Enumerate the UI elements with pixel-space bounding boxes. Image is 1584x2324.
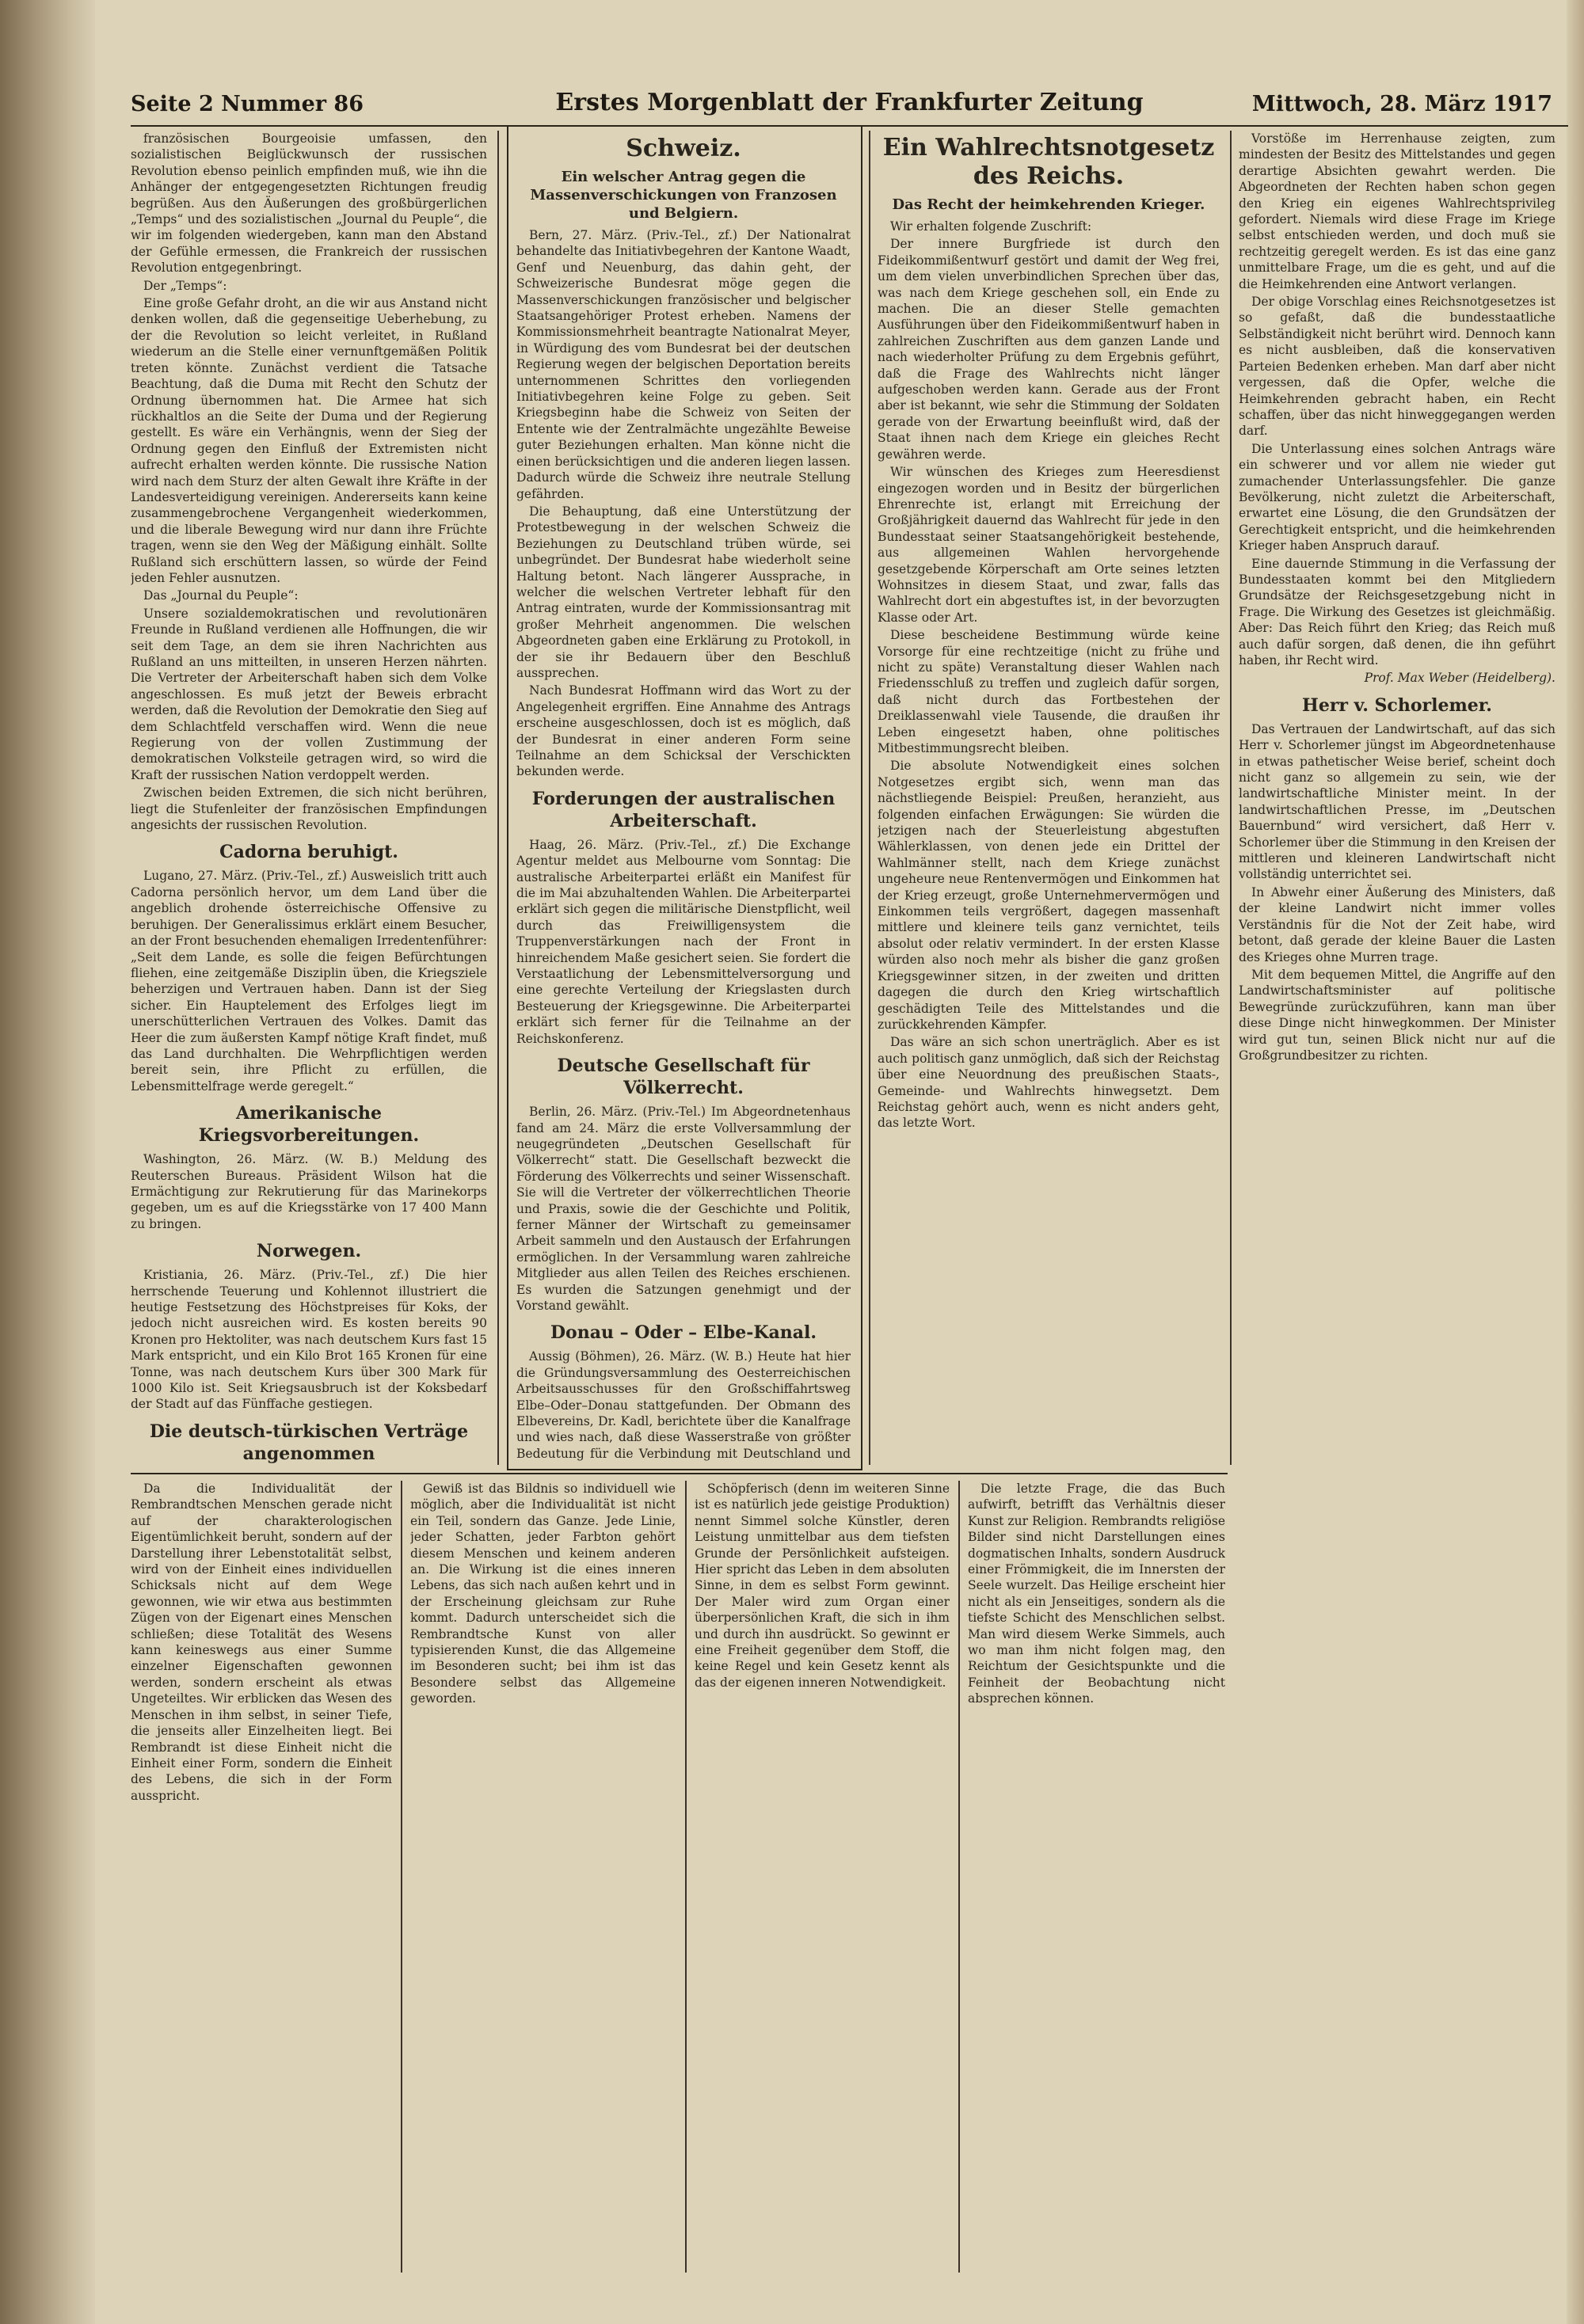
headline-wahlrecht: Ein Wahlrechtsnotgesetz des Reichs. — [882, 134, 1215, 190]
page-number: Seite 2 Nummer 86 — [131, 92, 364, 116]
article-text: Der „Temps“: — [143, 278, 227, 293]
column-rule — [869, 131, 870, 1465]
headline-arbeiterschaft: Forderungen der australischen Arbeiterschaft. — [531, 788, 836, 831]
article-text: Der innere Burgfriede ist durch den Fideikommißentwurf gestört und damit der Weg frei, um dem vielen unverbindlichen Sprechen über das, was nach dem Kriege geschehen soll, ein Ende zu machen. Die an dieser Stelle gemachten Ausführungen über den Fideikommißentwurf haben in zahlreichen Zuschriften aus dem ganzen Lande und nach wiederholter Prüfung zu dem Ergebnis geführt, daß die Frage des Wahlrechts nicht länger aufgeschoben werden kann. Gerade aus der Front aber ist bekannt, wie sehr die Stimmung der Soldaten gerade von der Erwartung beeinflußt wird, daß der Staat ihnen nach dem Kriege ein gleiches Recht gewähren werde. — [878, 237, 1220, 462]
feuilleton-text: Gewiß ist das Bildnis so individuell wie möglich, aber die Individualität ist nicht ein Teil, sondern das Ganze. Jede Linie, jeder Schatten, jeder Farbton gehört diesem Menschen und keinem anderen an. Die Wirkung ist die eines inneren Lebens, das sich nach außen kehrt und in der Erscheinung gleichsam zur Ruhe kommt. Dadurch unterscheidet sich die Rembrandtsche Kunst von aller typisierenden Kunst, die das Allgemeine im Besonderen sucht; bei ihm ist das Besondere selbst das Allgemeine geworden. — [410, 1482, 676, 1706]
article-text: Nach Bundesrat Hoffmann wird das Wort zu der Angelegenheit ergriffen. Eine Annahme des Antrags erscheine ausgeschlossen, doch ist es möglich, daß der Bundesrat in einer anderen Form seine Teilnahme an dem Schicksal der Verschickten bekunden werde. — [516, 683, 851, 779]
article-text: Das wäre an sich schon unerträglich. Aber es ist auch politisch ganz unmöglich, daß sich der Reichstag über eine Neuordnung des preußischen Staats-, Gemeinde- und Wahlrechts hinwegsetzt. Dem Reichstag gehört auch, wenn es nicht anders geht, das letzte Wort. — [878, 1035, 1220, 1131]
column-rule — [497, 131, 499, 1465]
article-text: Eine dauernde Stimmung in die Verfassung der Bundesstaaten kommt bei den Mitgliedern Grundsätze der Reichsgesetzgebung nicht in Frage. Die Wirkung des Gesetzes ist gleichmäßig. Aber: Das Reich führt den Krieg; das Reich muß auch dafür sorgen, daß denen, die ihn geführt haben, ihr Recht wird. — [1239, 556, 1555, 668]
headline-voelkerrecht: Deutsche Gesellschaft für Völkerrecht. — [557, 1055, 810, 1099]
feuilleton-column-2 — [410, 1481, 676, 2273]
book-spine — [0, 0, 95, 2324]
article-text: Vorstöße im Herrenhause zeigten, zum mindesten der Besitz des Mittelstandes und gegen derartige Absichten gewahrt werden. Die Abgeordneten der Rechten haben schon gegen den Krieg ein eigenes Wahlrechtsprivileg gefordert. Niemals wird diese Frage im Kriege selbst entschieden werden, und doch muß sie rechtzeitig geregelt werden. Es ist das eine ganz unmittelbare Frage, um die es geht, und auf die die Heimkehrenden eine Antwort verlangen. — [1239, 131, 1555, 291]
article-text: Eine große Gefahr droht, an die wir aus Anstand nicht denken wollen, daß die gegenseitige Ueberhebung, zu der die Revolution so leicht verleitet, in Rußland wiederum an die Stelle einer vernunftgemäßen Politik treten könnte. Zunächst verdient die Tatsache Beachtung, daß die Duma mit Recht den Schutz der Ordnung übernommen hat. Die Armee hat sich rückhaltlos an die Seite der Duma und der Regierung gestellt. Es wäre ein Verhängnis, wenn der Sieg der Ordnung gegen den Einfluß der Extremisten nicht aufrecht erhalten werden könnte. Die russische Nation wird nach dem Sturz der alten Gewalt ihre Kräfte in der Landesverteidigung vereinigen. Andererseits kann keine zusammengebrochene Vergangenheit wiederkommen, und die liberale Bewegung wird nur dann ihre Früchte tragen, wenn sie den Weg der Mäßigung einhält. Sollte Rußland sich erschüttern lassen, so würde der Feind jeden Fehler ausnutzen. — [131, 296, 487, 585]
article-text: In Abwehr einer Äußerung des Ministers, daß der kleine Landwirt nicht immer volles Verständnis für die Not der Zeit habe, wird betont, daß gerade der kleine Bauer die Lasten des Krieges ohne Murren trage. — [1239, 884, 1555, 964]
author-signature: Prof. Max Weber (Heidelberg). — [1364, 671, 1555, 686]
feuilleton-text: Die letzte Frage, die das Buch aufwirft, betrifft das Verhältnis dieser Kunst zur Religion. Rembrandts religiöse Bilder sind nicht Darstellungen eines dogmatischen Inhalts, sondern Ausdruck einer Frömmigkeit, die im Innersten der Seele wurzelt. Das Heilige erscheint hier nicht als ein Jenseitiges, sondern als die tiefste Schicht des Menschlichen selbst. Man wird diesem Werke Simmels, auch wo man ihm nicht folgen mag, den Reichtum der Gesichtspunkte und die Feinheit der Beobachtung nicht absprechen können. — [968, 1482, 1225, 1706]
column-1 — [131, 131, 487, 1469]
feuilleton-rule — [131, 1473, 1228, 1474]
article-text: Das „Journal du Peuple“: — [143, 588, 299, 603]
article-text: Zwischen beiden Extremen, die sich nicht berühren, liegt die Stufenleiter der französischen Empfindungen angesichts der russischen Revolution. — [131, 785, 487, 833]
article-text: Mit dem bequemen Mittel, die Angriffe auf den Landwirtschaftsminister auf politische Bewegründe zurückzuführen, kann man über diese Dinge nicht hinwegkommen. Der Minister wird gut tun, seinen Blick nicht nur auf die Großgrundbesitzer zu richten. — [1239, 967, 1555, 1063]
article-text: Kristiania, 26. März. (Priv.-Tel., zf.) Die hier herrschende Teuerung und Kohlennot illustriert die heutige Festsetzung des Höchstpreises für Koks, der jedoch nicht ausreichen wird. Es kosten bereits 90 Kronen pro Hektoliter, was nach deutschem Kurs fast 15 Mark entspricht, und ein Kilo Brot 165 Kronen für eine Tonne, was nach deutschem Kurs über 300 Mark für 1000 Kilo ist. Seit Kriegsausbruch ist der Koksbedarf der Stadt auf das Fünffache gestiegen. — [131, 1268, 487, 1412]
headline-cadorna: Cadorna beruhigt. — [219, 842, 398, 863]
article-text: Lugano, 27. März. (Priv.-Tel., zf.) Ausweislich tritt auch Cadorna persönlich hervor, um dem Land über die angeblich drohende österreichische Offensive zu beruhigen. Der Generalissimus erklärt einem Besucher, an der Front besuchenden ehemaligen Irredentenführer: „Seit dem Lande, es solle die feigen Befürchtungen fliehen, eine zeitgemäße Disziplin üben, die Kriegsziele beherzigen und Vertrauen haben. Dann ist der Sieg sicher. Ein Hauptelement des Erfolges liegt im unerschütterlichen Vertrauen des Volkes. Damit das Heer die zum äußersten Kampf nötige Kraft findet, muß das Land durchhalten. Die Wehrpflichtigen werden bereit sein, ihre Pflicht zu erfüllen, die Lebensmittelfrage werde geregelt.“ — [131, 869, 487, 1094]
headline-amerika: Amerikanische Kriegsvorbereitungen. — [198, 1103, 420, 1147]
feuilleton-column-3 — [695, 1481, 950, 2273]
article-text: Wir wünschen des Krieges zum Heeresdienst eingezogen worden und in Besitz der bürgerlichen Ehrenrechte ist, erlangt mit Erreichung der Großjährigkeit dauernd das Wahlrecht für jede in den Bundesstaat seiner Staatsangehörigkeit bestehende, aus allgemeinen Wahlen hervorgehende gesetzgebende Körperschaft am Orte seines letzten Wohnsitzes in diesem Staat, und zwar, falls das Wahlrecht dort ein abgestuftes ist, in der bevorzugten Klasse oder Art. — [878, 465, 1220, 625]
article-text: Das Vertrauen der Landwirtschaft, auf das sich Herr v. Schorlemer jüngst im Abgeordnetenhause in etwas pathetischer Weise berief, scheint doch nicht ganz so allgemein zu sein, wie der landwirtschaftliche Minister meint. In der landwirtschaftlichen Presse, im „Deutschen Bauernbund“ wird versichert, daß Herr v. Schorlemer über die Stimmung in den Kreisen der mittleren und kleineren Landwirtschaft nicht vollständig unterrichtet sei. — [1239, 721, 1555, 882]
article-text: Die absolute Notwendigkeit eines solchen Notgesetzes ergibt sich, wenn man das nächstliegende Beispiel: Preußen, heranzieht, aus folgenden einfachen Erwägungen: Sie würden die jetzigen nach der Steuerleistung abgestuften Wählerklassen, von denen jede ein Drittel der Wahlmänner stellt, nach dem Kriege zunächst ungeheure neue Rentenvermögen und Einkommen hat der Krieg erzeugt, große Unternehmervermögen und Einkommen teils vergrößert, dagegen massenhaft mittlere und kleinere teils ganz vernichtet, teils absolut oder relativ vermindert. In der ersten Klasse würden also noch mehr als bisher die ganz großen Kriegsgewinner sitzen, in der zweiten und dritten dagegen die durch den Krieg wirtschaftlich geschädigten Teile des Mittelstandes und die zurückkehrenden Kämpfer. — [878, 759, 1220, 1032]
article-text: Bern, 27. März. (Priv.-Tel., zf.) Der Nationalrat behandelte das Initiativbegehren der Kantone Waadt, Genf und Neuenburg, das dahin geht, der Schweizerische Bundesrat möge gegen die Massenverschickungen französischer und belgischer Staatsangehöriger Protest erheben. Namens der Kommissionsmehrheit beantragte Nationalrat Meyer, in Würdigung des vom Bundesrat bei der deutschen Regierung wegen der belgischen Deportation bereits unternommenen Schrittes den vorliegenden Initiativbegehren keine Folge zu geben. Seit Kriegsbeginn habe die Schweiz von Seiten der Entente wie der Zentralmächte ungezählte Beweise guter Beziehungen erhalten. Man könne nicht die einen berücksichtigen und die anderen liegen lassen. Dadurch würde die Schweiz ihre neutrale Stellung gefährden. — [516, 228, 851, 501]
headline-kanal: Donau – Oder – Elbe-Kanal. — [550, 1322, 817, 1344]
article-text: französischen Bourgeoisie umfassen, den sozialistischen Beiglückwunsch der russischen Revolution ebenso peinlich empfinden muß, wie ihn die Anhänger der entgegengesetzten Richtungen freudig begrüßen. Aus den Äußerungen des großbürgerlichen „Temps“ und des sozialistischen „Journal du Peuple“, die wir im folgenden wiedergeben, kann man den Abstand der Gefühle ermessen, die Frankreich der russischen Revolution entgegenbringt. — [131, 131, 487, 276]
column-rule — [401, 1481, 402, 2273]
article-text: Unsere sozialdemokratischen und revolutionären Freunde in Rußland verdienen alle Hoffnungen, die wir seit dem Tage, an dem sie ihren Nachrichten aus Rußland an uns mitteilten, in unseren Herzen nährten. Die Vertreter der Arbeiterschaft haben sich dem Volke angeschlossen. Es muß jetzt der Beweis erbracht werden, daß die Revolution der Demokratie den Sieg auf dem Schlachtfeld verschaffen wird. Wenn die neue Regierung von der vollen Zustimmung der demokratischen Volksteile getragen wird, so wird die Kraft der russischen Nation verdoppelt werden. — [131, 606, 487, 782]
feuilleton-column-1 — [131, 1481, 392, 2273]
headline-schweiz: Schweiz. — [626, 135, 741, 162]
headline-schorlemer: Herr v. Schorlemer. — [1302, 694, 1492, 716]
column-rule — [685, 1481, 687, 2273]
column-rule — [1230, 131, 1232, 1465]
column-4 — [1239, 131, 1555, 2269]
feuilleton-column-4 — [968, 1481, 1225, 2273]
subheadline-schweiz: Ein welscher Antrag gegen die Massenverschickungen von Franzosen und Belgiern. — [530, 169, 837, 222]
article-text: Haag, 26. März. (Priv.-Tel., zf.) Die Exchange Agentur meldet aus Melbourne vom Sonntag: Die australische Arbeiterpartei erläßt ein Manifest für die im Mai abzuhaltenden Wahlen. Die Arbeiterpartei erklärt sich gegen die militärische Dienstpflicht, weil durch das Freiwilligensystem die Truppenverstärkungen nach der Front in hinreichendem Maße gesichert seien. Sie fordert die Verstaatlichung der Lebensmittelversorgung und eine gerechte Verteilung der Kriegslasten durch Besteuerung der Kriegsgewinne. Die Arbeiterpartei erklärt sich ferner für die Teilnahme an der Reichskonferenz. — [516, 837, 851, 1046]
article-text: Der obige Vorschlag eines Reichsnotgesetzes ist so gefaßt, daß die bundesstaatliche Selbständigkeit nicht berührt wird. Dennoch kann es nicht ausbleiben, daß die konservativen Parteien Bedenken erheben. Man darf aber nicht vergessen, daß die Opfer, welche die Heimkehrenden gebracht haben, ein Recht schaffen, über das nicht hinweggegangen werden darf. — [1239, 295, 1555, 439]
issue-date: Mittwoch, 28. März 1917 — [1251, 92, 1552, 116]
newspaper-title: Erstes Morgenblatt der Frankfurter Zeitung — [555, 89, 1144, 116]
article-text: Die Behauptung, daß eine Unterstützung der Protestbewegung in der welschen Schweiz die Beziehungen zu Deutschland trüben würde, sei unbegründet. Der Bundesrat habe wiederholt seine Haltung betont. Nach längerer Aussprache, in welcher die welschen Vertreter lebhaft für den Antrag eintraten, wurde der Kommissionsantrag mit großer Mehrheit angenommen. Die welschen Abgeordneten gaben eine Erklärung zu Protokoll, in der sie ihr Bedauern über den Beschluß aussprechen. — [516, 504, 851, 680]
masthead — [131, 86, 1568, 127]
feuilleton-text: Schöpferisch (denn im weiteren Sinne ist es natürlich jede geistige Produktion) nennt Simmel solche Künstler, deren Leistung unmittelbar aus dem tiefsten Grunde der Persönlichkeit aufsteigen. Hier spricht das Leben in dem absoluten Sinne, in dem es selbst Form gewinnt. Der Maler wird zum Organ einer überpersönlichen Kraft, die sich in ihm und durch ihn ausdrückt. So gewinnt er eine Freiheit gegenüber dem Stoff, die keine Regel und kein Gesetz kennt als das der eigenen inneren Notwendigkeit. — [695, 1482, 950, 1690]
column-rule — [958, 1481, 960, 2273]
feuilleton-text: Da die Individualität der Rembrandtschen Menschen gerade nicht auf der charakterologischen Eigentümlichkeit beruht, sondern auf der Darstellung ihrer Lebenstotalität selbst, wird von der Einheit eines individuellen Schicksals nicht auf dem Wege gewonnen, wie wir etwa aus bestimmten Zügen von der Eigenart eines Menschen schließen; diese Totalität des Wesens kann keineswegs aus einer Summe einzelner Eigenschaften gewonnen werden, sondern erscheint als etwas Ungeteiltes. Wir erblicken das Wesen des Menschen in ihm selbst, in seiner Tiefe, die jenseits aller Einzelheiten liegt. Bei Rembrandt ist diese Einheit nicht die Einheit einer Form, sondern die Einheit des Lebens, die sich in der Form ausspricht. — [131, 1482, 392, 1803]
headline-norwegen: Norwegen. — [256, 1241, 362, 1262]
subheadline-wahlrecht: Das Recht der heimkehrenden Krieger. — [892, 196, 1205, 213]
column-3 — [878, 131, 1220, 1469]
article-text: Aussig (Böhmen), 26. März. (W. B.) Heute hat hier die Gründungsversammlung des Oesterreichischen Arbeitsausschusses für den Großschiffahrtsweg Elbe–Oder–Donau stattgefunden. Der Obmann des Elbevereins, Dr. Kadl, berichtete über die Kanalfrage und wies nach, daß diese Wasserstraße von größter Bedeutung für die Verbindung mit Deutschland und — [516, 1349, 851, 1461]
page-edge — [1567, 0, 1584, 2324]
article-text: Die Unterlassung eines solchen Antrags wäre ein schwerer und vor allem nie wieder gut zumachender Unterlassungsfehler. Die ganze Bevölkerung, nicht zuletzt die Arbeiterschaft, erwartet eine Lösung, die den Grundsätzen der Gerechtigkeit entspricht, und die heimkehrenden Krieger haben Anspruch darauf. — [1239, 441, 1555, 553]
column-2 — [516, 131, 851, 1462]
headline-tuerkei: Die deutsch-türkischen Verträge angenommen — [149, 1421, 469, 1464]
article-text: Washington, 26. März. (W. B.) Meldung des Reuterschen Bureaus. Präsident Wilson hat die Ermächtigung zur Rekrutierung für das Marinekorps gegeben, um es auf die Kriegsstärke von 17 400 Mann zu bringen. — [131, 1152, 487, 1231]
article-text: Wir erhalten folgende Zuschrift: — [890, 219, 1092, 234]
article-text: Berlin, 26. März. (Priv.-Tel.) Im Abgeordnetenhaus fand am 24. März die erste Vollversammlung der neugegründeten „Deutschen Gesellschaft für Völkerrecht“ statt. Die Gesellschaft bezweckt die Förderung des Völkerrechts und seiner Wissenschaft. Sie will die Vertreter der völkerrechtlichen Theorie und Praxis, sowie die der Geschichte und Politik, ferner Männer der Wirtschaft zu gemeinsamer Arbeit sammeln und den Austausch der Erfahrungen ermöglichen. In der Versammlung waren zahlreiche Mitglieder aus allen Teilen des Reiches erschienen. Es wurden die Satzungen genehmigt und der Vorstand gewählt. — [516, 1105, 851, 1313]
article-text: Diese bescheidene Bestimmung würde keine Vorsorge für eine rechtzeitige (nicht zu frühe und nicht zu späte) Veranstaltung dieser Wahlen nach Friedensschluß zu treffen und zugleich dafür sorgen, daß nicht durch das Fortbestehen der Dreiklassenwahl viele Tausende, die draußen ihr Leben eingesetzt haben, ohne politisches Mitbestimmungsrecht bleiben. — [878, 628, 1220, 755]
